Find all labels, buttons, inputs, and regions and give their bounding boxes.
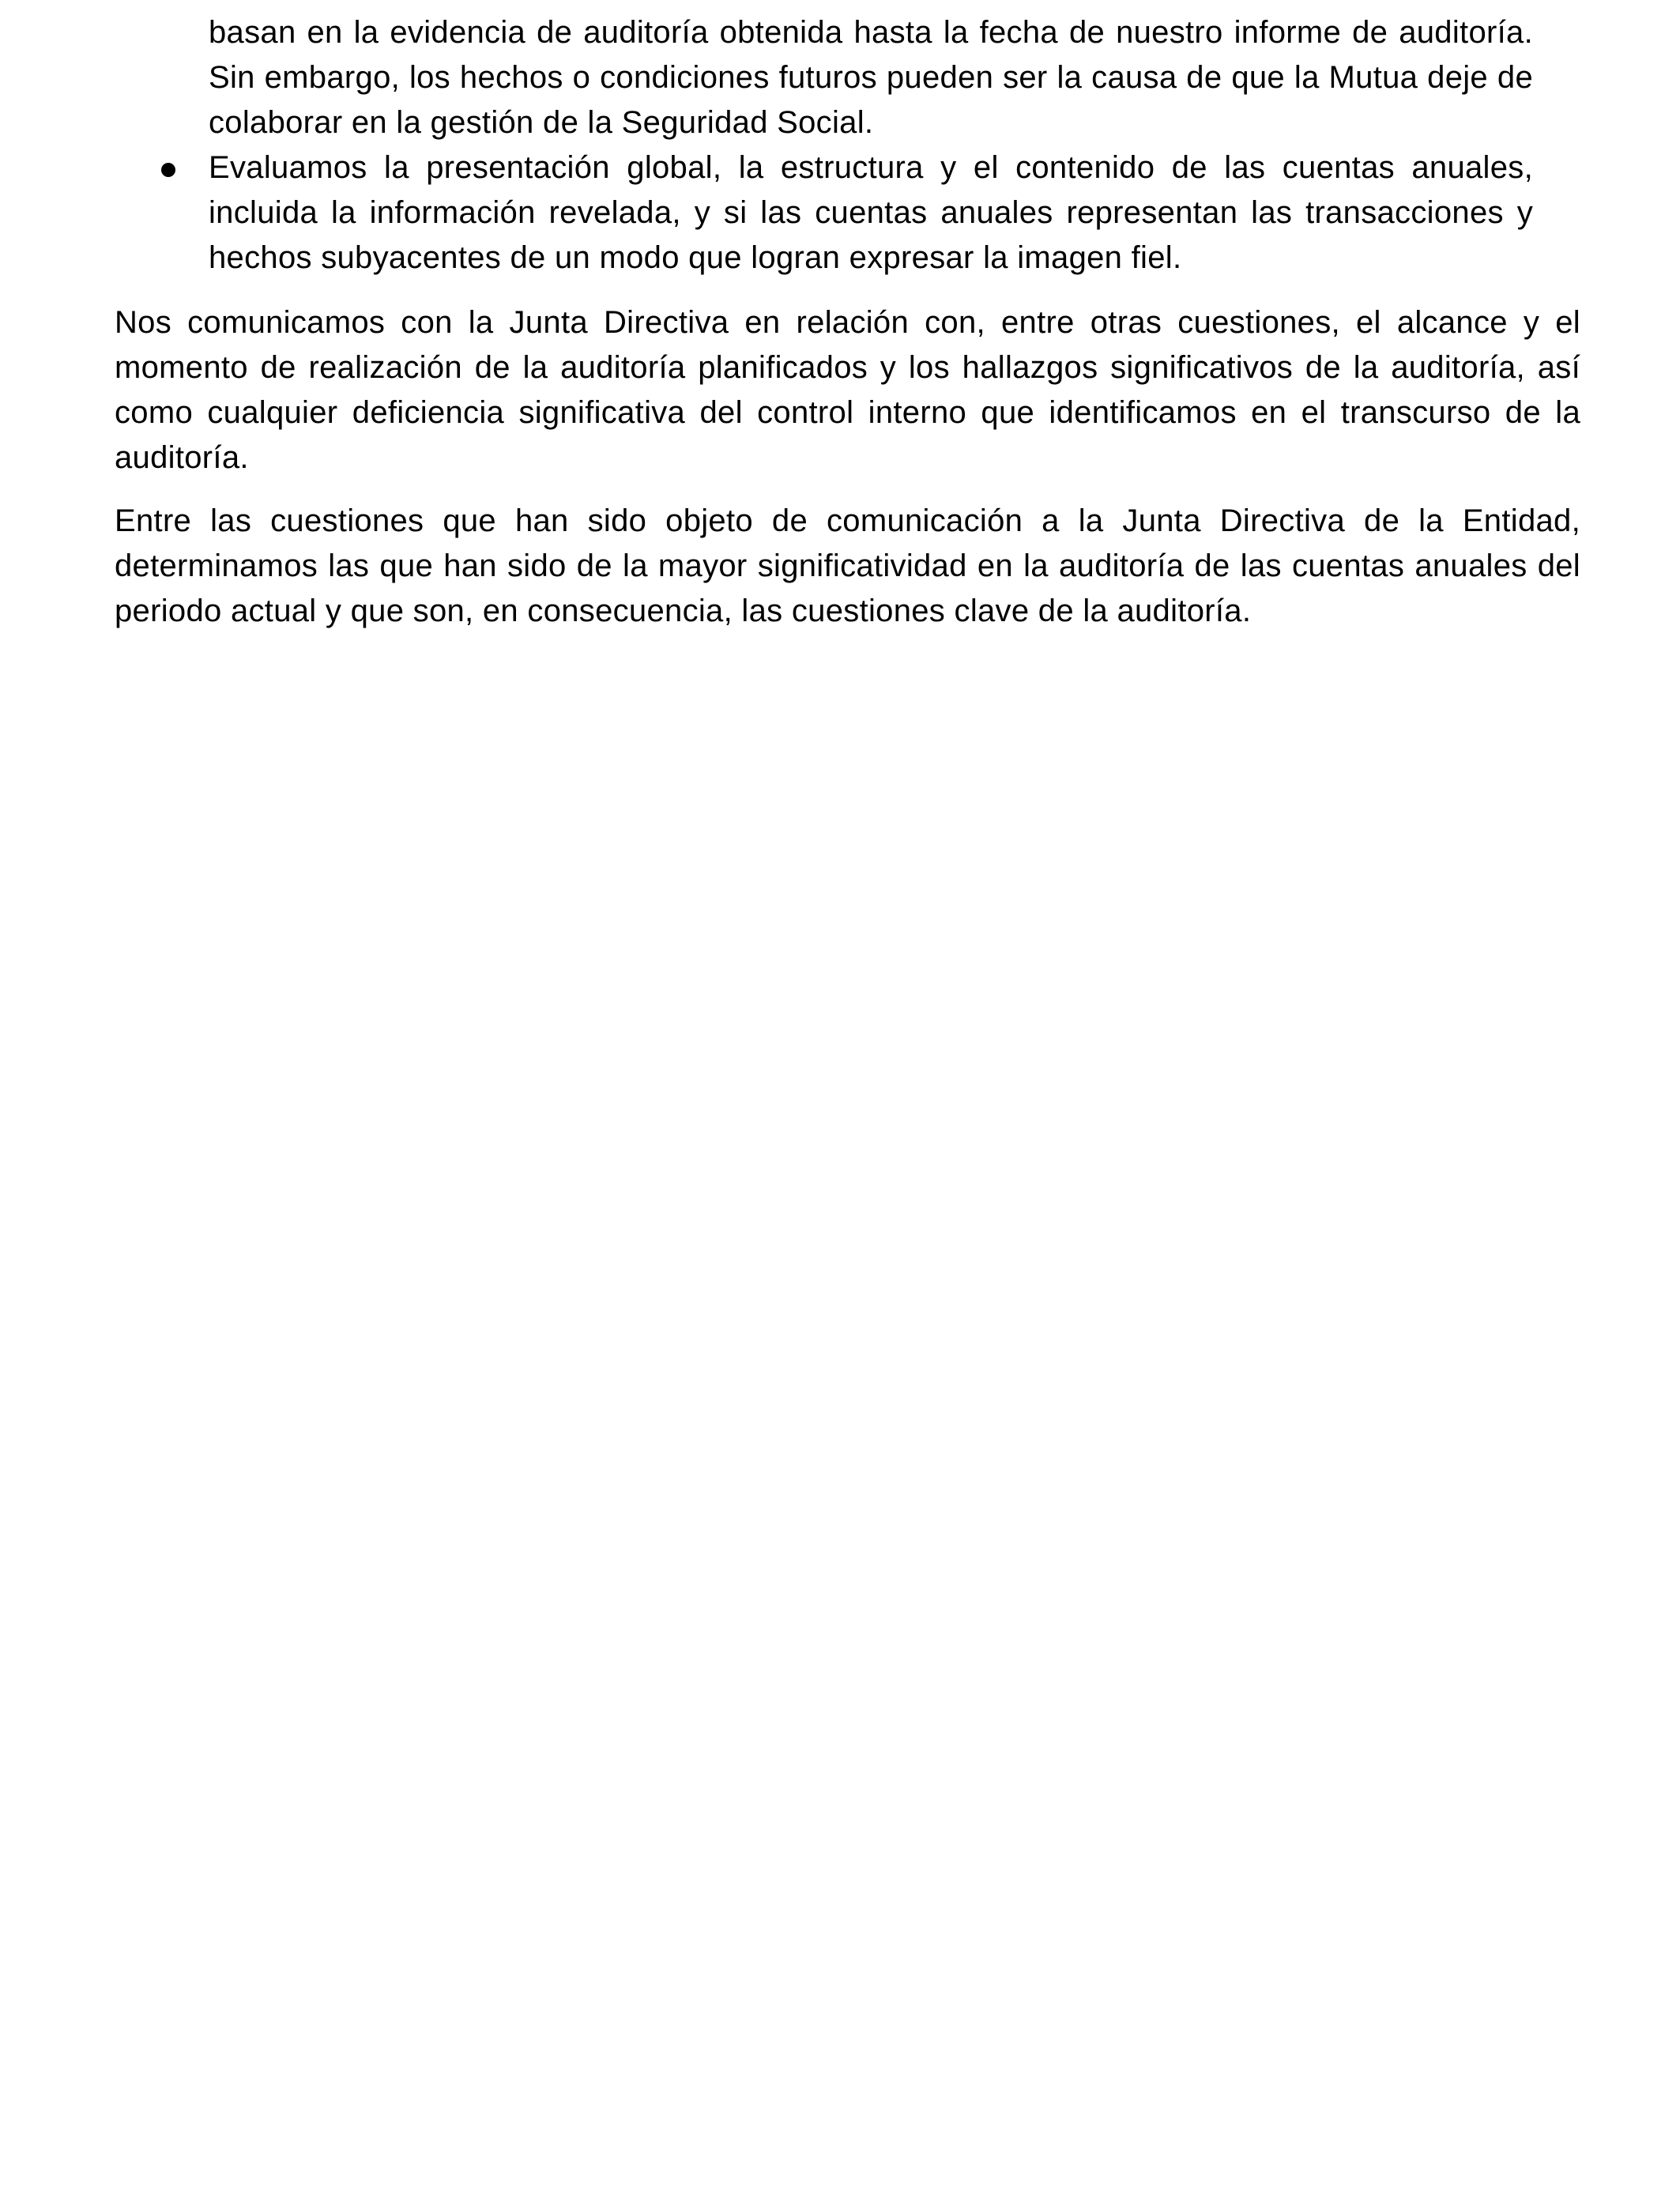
bullet-continuation-text: basan en la evidencia de auditoría obtenida hasta la fecha de nuestro informe de auditoría. Sin embargo, los hechos o condiciones futuros pueden ser la causa de que la Mutua deje de colaborar en la gestión de la Seguridad Social.	[209, 15, 1533, 140]
body-paragraph: Entre las cuestiones que han sido objeto de comunicación a la Junta Directiva de la Entidad, determinamos las que han sido de la mayor significatividad en la auditoría de las cuentas anuales del periodo actual y que son, en consecuencia, las cuestiones clave de la auditoría.	[115, 503, 1580, 628]
body-paragraph: Nos comunicamos con la Junta Directiva en relación con, entre otras cuestiones, el alcance y el momento de realización de la auditoría planificados y los hallazgos significativos de la auditoría, así como cualquier deficiencia significativa del control interno que identificamos en el transcurso de la auditoría.	[115, 305, 1580, 475]
bullet-item-text: Evaluamos la presentación global, la estructura y el contenido de las cuentas anuales, incluida la información revelada, y si las cuentas anuales representan las transacciones y hechos subyacentes de un modo que logran expresar la imagen fiel.	[209, 150, 1533, 275]
bullet-icon	[161, 163, 175, 177]
